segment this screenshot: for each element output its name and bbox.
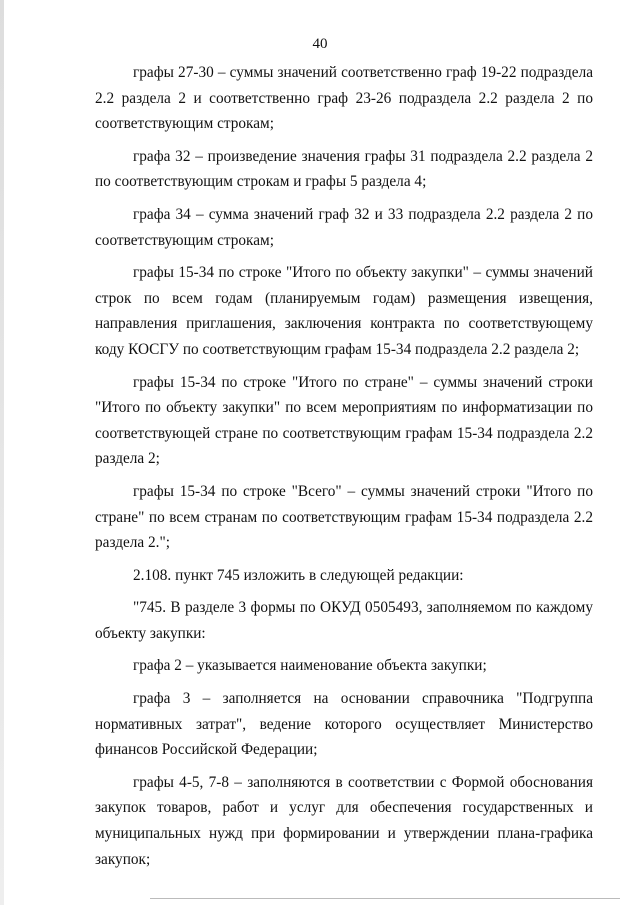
- paragraph-graph-34: графа 34 – сумма значений граф 32 и 33 подраздела 2.2 раздела 2 по соответствующим строкам;: [95, 205, 593, 249]
- paragraph-total-by-object: графы 15-34 по строке "Итого по объекту закупки" – суммы значений строк по всем годам (планируемым годам) размещения извещения, направления приглашения, заключения контракта по соответствующему коду КОСГУ по соответствующим графам 15-34 подраздела 2.2 раздела 2;: [95, 264, 593, 358]
- scan-edge: [0, 0, 4, 905]
- paragraph-item-745: "745. В разделе 3 формы по ОКУД 0505493, заполняемом по каждому объекту закупки:: [95, 599, 593, 642]
- paragraph-graph-32: графа 32 – произведение значения графы 31 подраздела 2.2 раздела 2 по соответствующим строкам и графы 5 раздела 4;: [95, 147, 593, 191]
- paragraph-graphs-27-30: графы 27-30 – суммы значений соответственно граф 19-22 подраздела 2.2 раздела 2 и соответственно граф 23-26 подраздела 2.2 раздела 2 по соответствующим строкам;: [95, 64, 593, 133]
- paragraph-graph-2: графа 2 – указывается наименование объекта закупки;: [133, 657, 487, 675]
- paragraph-graphs-4-8: графы 4-5, 7-8 – заполняются в соответствии с Формой обоснования закупок товаров, работ и услуг для обеспечения государственных и муниципальных нужд при формировании и утверждении плана-графика закупок;: [95, 773, 593, 868]
- paragraph-graph-3: графа 3 – заполняется на основании справочника "Подгруппа нормативных затрат", ведение которого осуществляет Министерство финансов Российской Федерации;: [95, 690, 593, 759]
- scan-bottom-line: [150, 898, 620, 899]
- document-body: [95, 60, 593, 879]
- paragraph-item-2-108: 2.108. пункт 745 изложить в следующей редакции:: [133, 566, 464, 584]
- paragraph-total-by-country: графы 15-34 по строке "Итого по стране" – суммы значений строки "Итого по объекту закупки" по всем мероприятиям по информатизации по соответствующей стране по соответствующим графам 15-34 подраздела 2.2 раздела 2;: [95, 373, 593, 468]
- paragraph-grand-total: графы 15-34 по строке "Всего" – суммы значений строки "Итого по стране" по всем странам по соответствующим графам 15-34 подраздела 2.2 раздела 2.";: [95, 482, 593, 552]
- page-number: 40: [312, 36, 328, 52]
